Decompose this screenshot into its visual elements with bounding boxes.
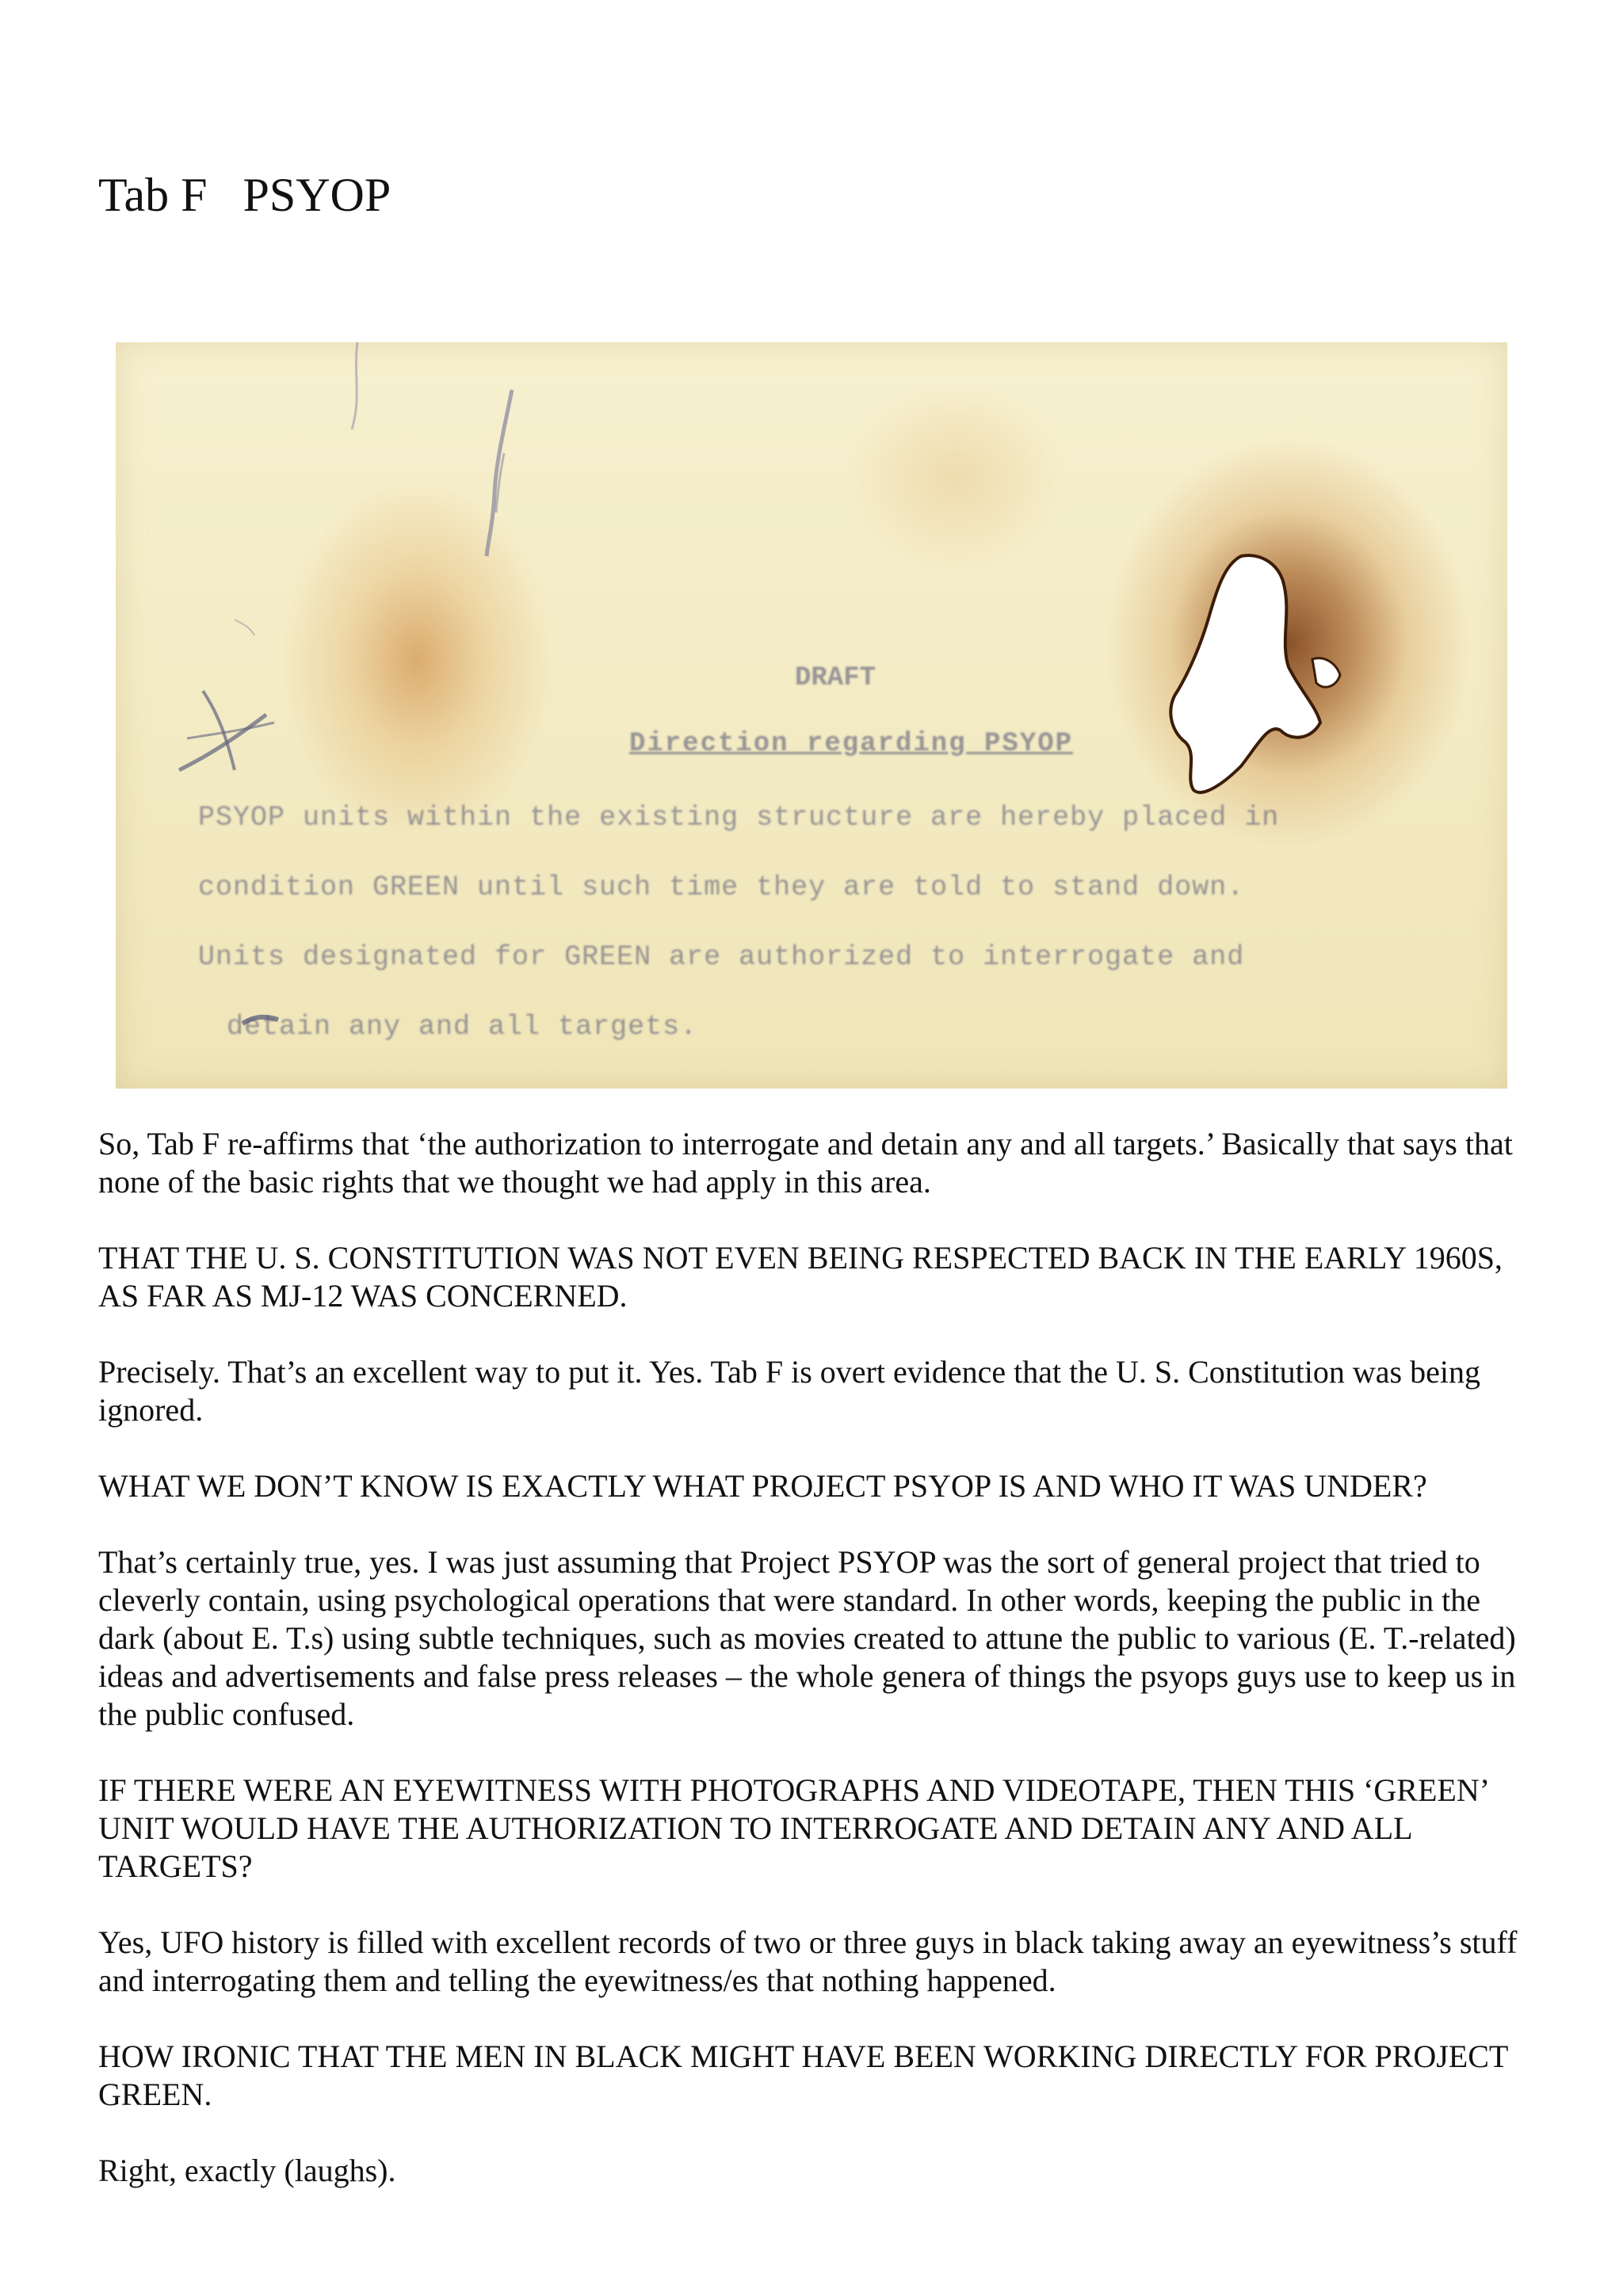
scanned-document-image [116, 342, 1507, 1089]
document-line: Units designated for GREEN are authorized to interrogate and [198, 941, 1245, 973]
document-line: condition GREEN until such time they are told to stand down. [198, 871, 1245, 903]
article-body [98, 1125, 1525, 2228]
paragraph: Yes, UFO history is filled with excellent records of two or three guys in black taking away an eyewitness’s stuff and interrogating them and telling the eyewitness/es that nothing happened. [98, 1924, 1518, 1998]
document-line: detain any and all targets. [227, 1011, 698, 1043]
paragraph: That’s certainly true, yes. I was just assuming that Project PSYOP was the sort of general project that tried to cleverly contain, using psychological operations that were standard. In other words, keeping the public in the dark (about E. T.s) using subtle techniques, such as movies created to attune the public to various (E. T.-related) ideas and advertisements and false press releases – the whole genera of things the psyops guys use to keep us in the public confused. [98, 1544, 1516, 1732]
paragraph: HOW IRONIC THAT THE MEN IN BLACK MIGHT HAVE BEEN WORKING DIRECTLY FOR PROJECT GREEN. [98, 2039, 1508, 2112]
paragraph: IF THERE WERE AN EYEWITNESS WITH PHOTOGRAPHS AND VIDEOTAPE, THEN THIS ‘GREEN’ UNIT WOULD HAVE THE AUTHORIZATION TO INTERROGATE AND DETAIN ANY AND ALL TARGETS? [98, 1772, 1488, 1884]
page-title: Tab F PSYOP [98, 169, 391, 221]
paragraph: Right, exactly (laughs). [98, 2153, 396, 2188]
document-text [116, 342, 1507, 1089]
document-subheading: Direction regarding PSYOP [628, 729, 1074, 759]
paragraph: So, Tab F re-affirms that ‘the authorization to interrogate and detain any and all targets.’ Basically that says that none of the basic rights that we thought we had apply in this area. [98, 1126, 1513, 1199]
paragraph: Precisely. That’s an excellent way to put it. Yes. Tab F is overt evidence that the U. S. Constitution was being ignored. [98, 1354, 1480, 1428]
document-heading: DRAFT [794, 663, 876, 693]
paragraph: WHAT WE DON’T KNOW IS EXACTLY WHAT PROJECT PSYOP IS AND WHO IT WAS UNDER? [98, 1468, 1427, 1504]
document-line: PSYOP units within the existing structure are hereby placed in [198, 802, 1280, 833]
paragraph: THAT THE U. S. CONSTITUTION WAS NOT EVEN BEING RESPECTED BACK IN THE EARLY 1960S, AS FAR AS MJ-12 WAS CONCERNED. [98, 1240, 1503, 1314]
